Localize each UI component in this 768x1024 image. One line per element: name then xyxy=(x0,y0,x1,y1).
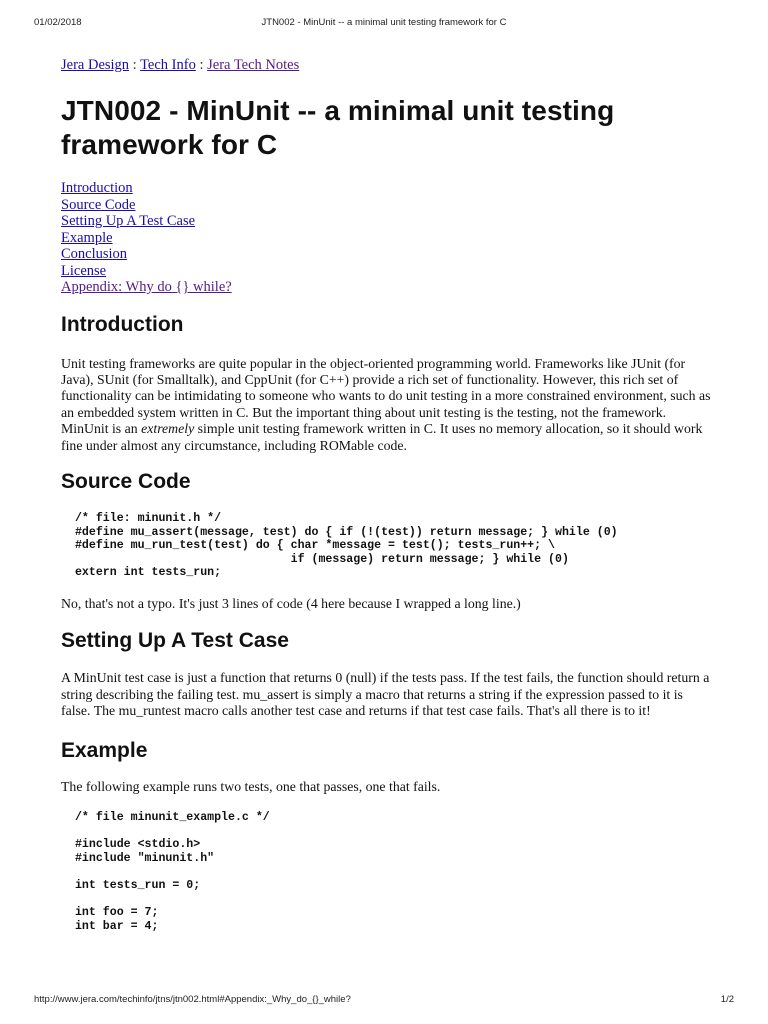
breadcrumb-jera-tech-notes-link[interactable]: Jera Tech Notes xyxy=(207,57,300,73)
section-heading-setting-up: Setting Up A Test Case xyxy=(61,629,289,653)
setting-up-paragraph: A MinUnit test case is just a function that returns 0 (null) if the tests pass. If the test fails, the function should return a string describing the failing test. mu_assert is simply a macro that returns a string if the expression passed to it is false. The mu_runtest macro calls another test case and returns if that test case fails. That's all there is to it! xyxy=(61,670,710,719)
section-heading-example: Example xyxy=(61,738,148,762)
section-heading-introduction: Introduction xyxy=(61,312,184,336)
toc-link-conclusion[interactable]: Conclusion xyxy=(61,246,128,262)
breadcrumb-separator: : xyxy=(132,57,137,73)
toc-item xyxy=(61,279,711,296)
print-url: http://www.jera.com/techinfo/jtns/jtn002.html#Appendix:_Why_do_{}_while? xyxy=(34,994,351,1005)
toc-link-example[interactable]: Example xyxy=(61,229,113,246)
introduction-text: Unit testing frameworks are quite popular in the object-oriented programming world. Frameworks like JUnit (for Java), SUnit (for Smalltalk), and CppUnit (for C++) provide a rich set of functionality. However, this rich set of functionality can be intimidating to someone who wants to do unit testing in a more constrained environment, such as an embedded system written in C. But the important thing about unit testing is the testing, not the framework. MinUnit is an xyxy=(61,355,711,437)
print-date: 01/02/2018 xyxy=(34,17,82,28)
introduction-paragraph xyxy=(61,356,711,454)
toc-item xyxy=(61,263,711,280)
example-paragraph: The following example runs two tests, one that passes, one that fails. xyxy=(61,778,441,794)
breadcrumb xyxy=(61,56,711,74)
print-doc-title: JTN002 - MinUnit -- a minimal unit testing framework for C xyxy=(261,17,507,28)
breadcrumb-separator: : xyxy=(199,57,204,73)
example-code-block: /* file minunit_example.c */ #include <stdio.h> #include "minunit.h" int tests_run = 0; int foo = 7; int bar = 4; xyxy=(74,810,270,933)
toc-item xyxy=(61,230,711,247)
print-header xyxy=(34,17,734,31)
page-title: JTN002 - MinUnit -- a minimal unit testing framework for C xyxy=(61,95,615,160)
toc-link-setting-up[interactable]: Setting Up A Test Case xyxy=(61,213,196,229)
toc-item xyxy=(61,213,711,230)
toc-link-license[interactable]: License xyxy=(61,262,107,279)
toc-item xyxy=(61,180,711,197)
toc-link-source-code[interactable]: Source Code xyxy=(61,196,136,213)
toc-item xyxy=(61,197,711,214)
page-content xyxy=(61,56,711,933)
toc-item xyxy=(61,246,711,263)
introduction-emphasis: extremely xyxy=(141,421,195,437)
print-page-number: 1/2 xyxy=(720,994,734,1005)
source-code-note: No, that's not a typo. It's just 3 lines of code (4 here because I wrapped a long line.) xyxy=(61,595,521,611)
breadcrumb-tech-info-link[interactable]: Tech Info xyxy=(140,57,196,73)
introduction-text: simple unit testing framework written in C. It uses no memory allocation, so it should work fine under almost any circumstance, including ROMable code. xyxy=(61,421,703,453)
toc-link-appendix[interactable]: Appendix: Why do {} while? xyxy=(61,279,232,295)
toc-link-introduction[interactable]: Introduction xyxy=(61,180,133,196)
source-code-block: /* file: minunit.h */ #define mu_assert(message, test) do { if (!(test)) return message; } while (0) #define mu_run_test(test) do { char *message = test(); tests_run++; \ if (message) return message; } while (0) extern int tests_run; xyxy=(74,511,618,580)
section-heading-source-code: Source Code xyxy=(61,469,191,493)
print-footer xyxy=(34,994,734,1008)
table-of-contents xyxy=(61,180,711,296)
breadcrumb-jera-design-link[interactable]: Jera Design xyxy=(61,57,130,73)
